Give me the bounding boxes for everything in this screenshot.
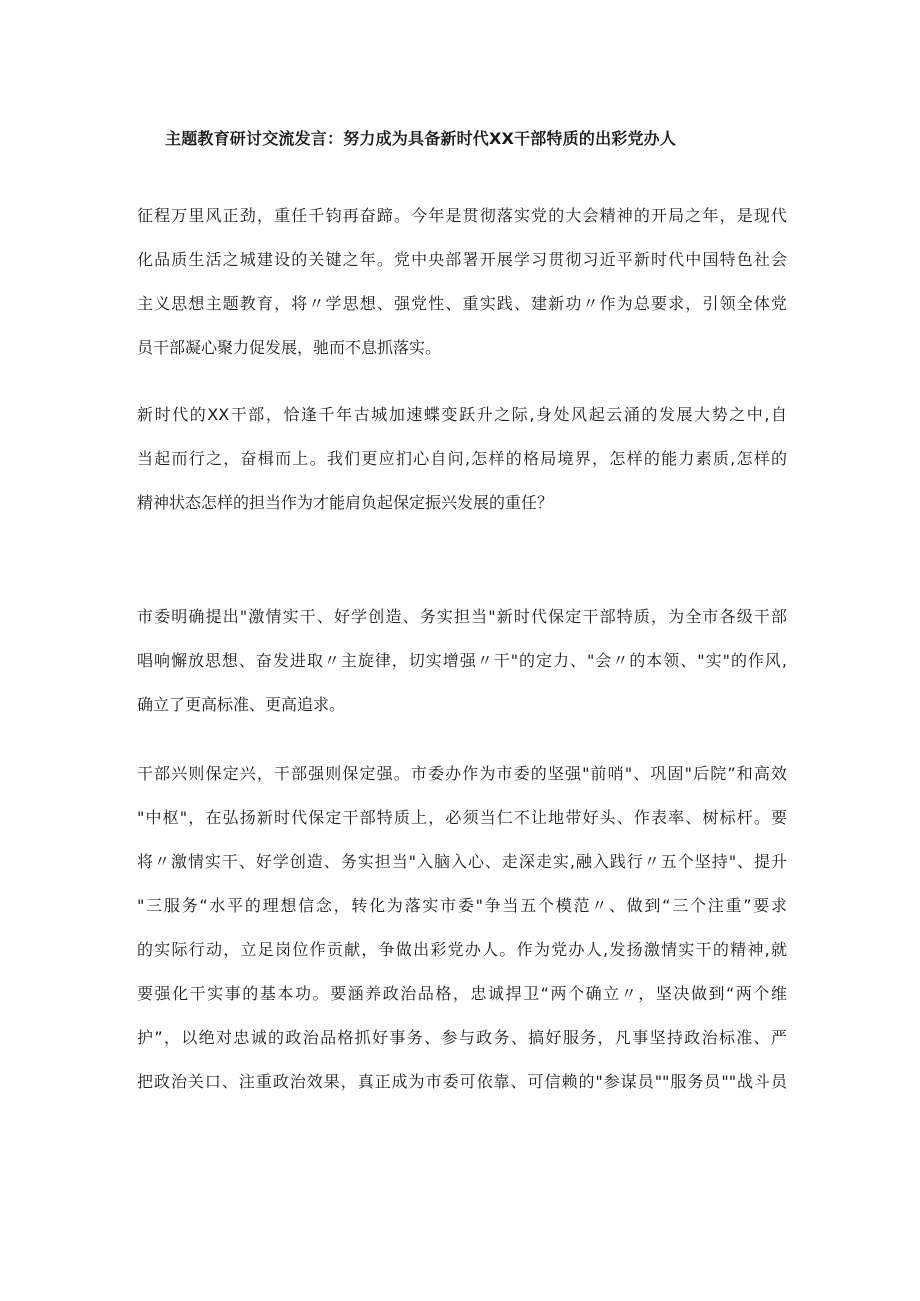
paragraph-3 [137, 600, 787, 732]
paragraph-line: 护”，以绝对忠诚的政治品格抓好事务、参与政务、搞好服务，凡事坚持政治标准、严 [137, 1028, 787, 1047]
paragraph-line: 市委明确提出"激情实干、好学创造、务实担当"新时代保定干部特质，为全市各级干部 [137, 607, 787, 626]
paragraph-line: 将〃激情实干、好学创造、务实担当"入脑入心、走深走实,融入践行〃五个坚持"、提升 [137, 852, 787, 871]
paragraph-line: 精神状态怎样的担当作为才能肩负起保定振兴发展的重任？ [137, 493, 554, 512]
paragraph-line: "三服务“水平的理想信念，转化为落实市委"争当五个模范〃、做到“三个注重”要求 [137, 896, 787, 915]
paragraph-line: 主义思想主题教育，将〃学思想、强党性、重实践、建新功〃作为总要求，引领全体党 [137, 294, 787, 313]
paragraph-2 [137, 398, 787, 530]
paragraph-line: 征程万里风正劲，重任千钧再奋蹄。今年是贯彻落实党的大会精神的开局之年，是现代 [137, 206, 787, 225]
paragraph-line: 唱响懈放思想、奋发进取〃主旋律，切实增强〃干"的定力、"会〃的本领、"实"的作风, [137, 651, 787, 670]
paragraph-line: 化品质生活之城建设的关键之年。党中央部署开展学习贯彻习近平新时代中国特色社会 [137, 250, 787, 269]
paragraph-line: 当起而行之，奋楫而上。我们更应扪心自问,怎样的格局境界，怎样的能力素质,怎样的 [137, 449, 787, 468]
paragraph-1 [137, 199, 787, 375]
paragraph-line: 的实际行动，立足岗位作贡献，争做出彩党办人。作为党办人,发扬激情实干的精神,就 [137, 940, 787, 959]
document-title: 主题教育研讨交流发言：努力成为具备新时代XX干部特质的出彩党办人 [165, 129, 677, 148]
paragraph-line: 员干部凝心聚力促发展，驰而不息抓落实。 [137, 338, 442, 357]
paragraph-4 [137, 757, 787, 1109]
paragraph-line: 干部兴则保定兴，干部强则保定强。市委办作为市委的坚强"前哨"、巩固"后院”和高效 [137, 764, 787, 783]
paragraph-line: 确立了更高标准、更高追求。 [137, 695, 346, 714]
paragraph-line: "中枢"，在弘扬新时代保定干部特质上，必须当仁不让地带好头、作表率、树标杆。要 [137, 808, 787, 827]
paragraph-line: 把政治关口、注重政治效果，真正成为市委可依靠、可信赖的"参谋员""服务员""战斗员 [137, 1072, 787, 1091]
paragraph-line: 新时代的XX干部，恰逢千年古城加速蝶变跃升之际,身处风起云涌的发展大势之中,自 [137, 405, 787, 424]
paragraph-line: 要强化干实事的基本功。要涵养政治品格，忠诚捍卫“两个确立〃，坚决做到“两个维 [137, 984, 787, 1003]
